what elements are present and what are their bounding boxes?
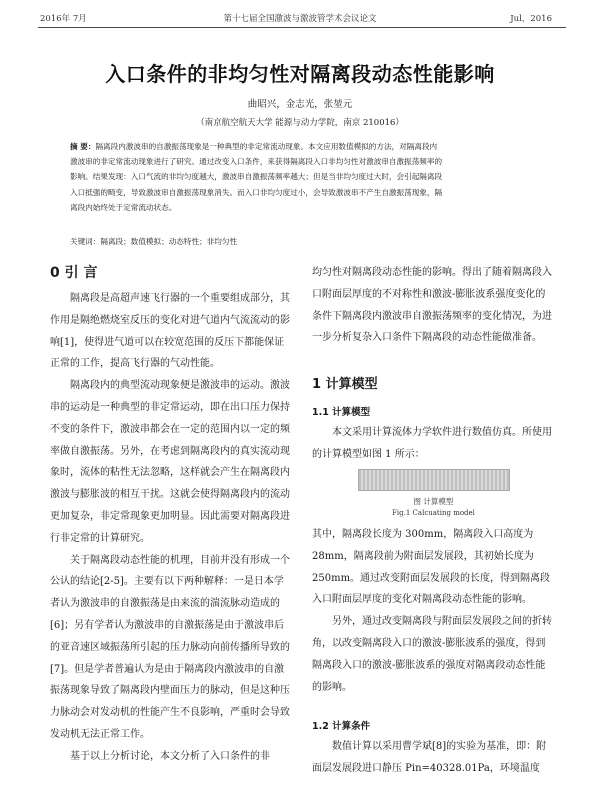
paragraph: 本文采用计算流体力学软件进行数值仿真。所使用的计算模型如图 1 所示： — [312, 427, 552, 460]
abstract-line: 离段内始终处于定常流动状态。 — [70, 202, 177, 212]
subsection-1-2-heading: 1.2 计算条件 — [312, 721, 371, 732]
abstract-line: 入口抵强的畸变，导致激波串自激振荡现象消失。而入口非均匀度过小，会导致激波串不产生自激振荡现象，隔 — [70, 187, 443, 197]
header-left: 2016年 7月 — [40, 14, 87, 24]
subsection-1-1-text — [312, 422, 555, 466]
paragraph: 其中，隔离段长度为 300mm，隔离段入口高度为 28mm，隔离段前为附面层发展段，其初始长度为 250mm。通过改变附面层发展段的长度，得到隔离段入口附面层厚度的变化对隔离段动态性能的影响。 — [312, 529, 551, 606]
figure-caption-cn: 图 计算模型 — [413, 497, 454, 506]
paragraph: 数值计算以采用曹学斌[8]的实验为基准，即：附面层发展段进口静压 Pin=40328.01Pa，环境温度 — [312, 741, 547, 774]
paragraph: 隔离段是高超声速飞行器的一个重要组成部分，其作用是隔绝燃烧室反压的变化对进气道内气流流动的影响[1]，使得进气道可以在较宽范围的反压下都能保证正常的工作，提高飞行器的气动性能。 — [50, 293, 290, 370]
figure-1-model — [358, 469, 510, 491]
right-intro — [312, 262, 555, 349]
section-1-heading: 1 计算模型 — [312, 377, 378, 392]
section-0-heading: 0 引 言 — [50, 265, 98, 281]
header-right: Jul，2016 — [510, 14, 552, 24]
abstract-label: 摘 要： — [70, 142, 96, 151]
abstract — [70, 139, 556, 215]
left-column — [50, 288, 292, 768]
paragraph: 基于以上分析讨论，本文分析了入口条件的非 — [70, 750, 270, 762]
abstract-line: 激波串的非定常流动现象进行了研究。通过改变入口条件，来获得隔离段入口非均匀性对激波串自激振荡频率的 — [70, 157, 443, 167]
abstract-line: 隔离段内激波串的自激振荡现象是一种典型的非定常流动现象。本文应用数值模拟的方法，对隔离段内 — [95, 142, 438, 151]
paper-title: 入口条件的非均匀性对隔离段动态性能影响 — [105, 62, 495, 86]
authors: 曲昭兴，金志光，张堃元 — [247, 99, 353, 110]
affiliation: （南京航空航天大学 能源与动力学院，南京 210016） — [196, 118, 404, 128]
subsection-1-2-text — [312, 736, 555, 780]
paragraph: 关于隔离段动态性能的机理，目前并没有形成一个公认的结论[2-5]。主要有以下两种解释：一是日本学者认为激波串的自激振荡是由来流的湍流脉动造成的[6]；另有学者认为激波串的自激振荡是由于激波串后的亚音速区域振荡所引起的压力脉动向前传播所导致的[7]。但是学者普遍认为是由于隔离段内激波串的自激振荡现象导致了隔离段内壁面压力的脉动，但是这种压力脉动会对发动机的性能产生不良影响，严重时会导致发动机无法正常工作。 — [50, 554, 290, 740]
abstract-line: 影响。结果发现：入口气流的非均匀度越大，激波串自激振荡频率越大；但是当非均匀度过大时，会引起隔离段 — [70, 172, 443, 182]
keywords: 关键词：隔离段；数值模拟；动态特性；非均匀性 — [70, 237, 238, 246]
header-center: 第十七届全国激波与激波管学术会议论文 — [223, 14, 377, 24]
paragraph: 均匀性对隔离段动态性能的影响。得出了随着隔离段入口附面层厚度的不对称性和激波-膨胀波系强度变化的条件下隔离段内激波串自激振荡频率的变化情况，为进一步分析复杂入口条件下隔离段的动态性能做准备。 — [312, 267, 552, 344]
subsection-1-1-heading: 1.1 计算模型 — [312, 407, 371, 418]
header-rule — [38, 27, 566, 28]
after-figure-text — [312, 524, 555, 698]
paragraph: 隔离段内的典型流动现象便是激波串的运动。激波串的运动是一种典型的非定常运动，即在出口压力保持不变的条件下，激波串都会在一定的范围内以一定的频率做自激振荡。另外，在考虑到隔离段内的真实流动现象时，流体的粘性无法忽略，这样就会产生在隔离段内激波与膨胀波的相互干扰。这就会使得隔离段内的流动更加复杂，非定常现象更加明显。因此需要对隔离段进行非定常的计算研究。 — [50, 380, 290, 544]
paragraph: 另外，通过改变隔离段与附面层发展段之间的折转角，以改变隔离段入口的激波-膨胀波系的强度，得到隔离段入口的激波-膨胀波系的强度对隔离段动态性能的影响。 — [312, 616, 552, 693]
figure-caption-en: Fig.1 Calcuating model — [392, 509, 475, 517]
